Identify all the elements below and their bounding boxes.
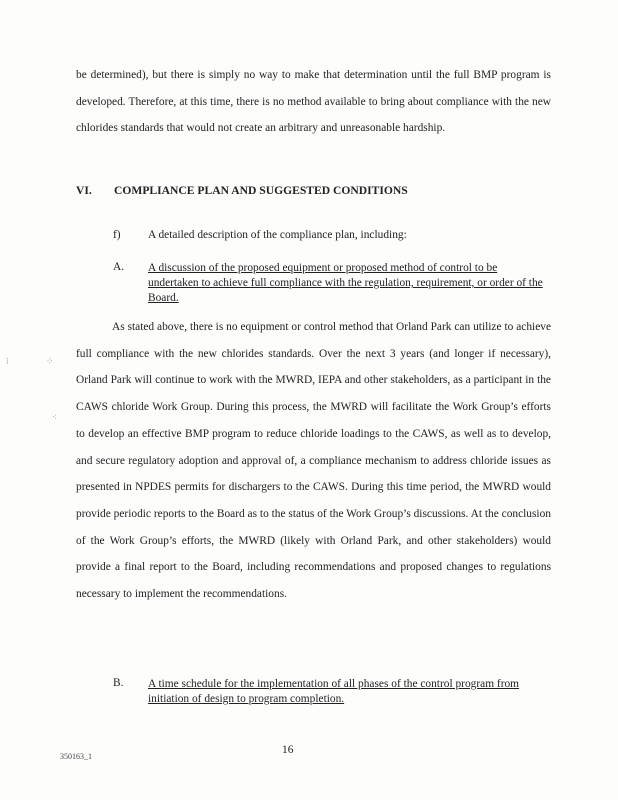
item-f-text: A detailed description of the compliance plan, including:	[148, 229, 407, 241]
page-number: 16	[282, 744, 294, 756]
scan-artifact-icon: ⁝	[6, 356, 9, 366]
item-f-label: f)	[113, 229, 121, 241]
intro-paragraph: be determined), but there is simply no way to make that determination until the full BMP program is developed. Therefore, at this time, there is no method available to bring about compliance with the new chlorides standards that would not create an arbitrary and unreasonable hardship.	[76, 69, 551, 135]
list-item-a	[113, 261, 543, 309]
item-a-label: A.	[113, 261, 125, 273]
list-item-b	[113, 677, 543, 711]
section-title: COMPLIANCE PLAN AND SUGGESTED CONDITIONS	[114, 184, 408, 197]
document-footer-id: 350163_1	[60, 752, 92, 761]
body-paragraph: As stated above, there is no equipment or control method that Orland Park can utilize to achieve full compliance with the new chlorides standards. Over the next 3 years (and longer if necessary), Orland Park will continue to work with the MWRD, IEPA and other stakeholders, as a participant in the CAWS chloride Work Group. During this process, the MWRD will facilitate the Work Group’s efforts to develop an effective BMP program to reduce chloride loadings to the CAWS, as well as to develop, and secure regulatory adoption and approval of, a compliance mechanism to address chloride issues as presented in NPDES permits for dischargers to the CAWS. During this time period, the MWRD would provide periodic reports to the Board as to the status of the Work Group’s discussions. At the conclusion of the Work Group’s efforts, the MWRD (likely with Orland Park, and other stakeholders) would provide a final report to the Board, including recommendations and proposed changes to regulations necessary to implement the recommendations.	[76, 321, 551, 601]
section-heading	[76, 184, 408, 197]
item-a-text: A discussion of the proposed equipment or proposed method of control to be undertaken to achieve full compliance with the regulation, requirement, or order of the Board.	[148, 262, 543, 304]
section-number: VI.	[76, 184, 92, 197]
scan-artifact-icon: ⁖	[52, 412, 58, 422]
item-b-label: B.	[113, 677, 124, 689]
item-b-text: A time schedule for the implementation of all phases of the control program from initiation of design to program completion.	[148, 678, 520, 705]
scan-artifact-icon: ⁘	[46, 356, 54, 366]
list-item-f	[113, 229, 543, 247]
